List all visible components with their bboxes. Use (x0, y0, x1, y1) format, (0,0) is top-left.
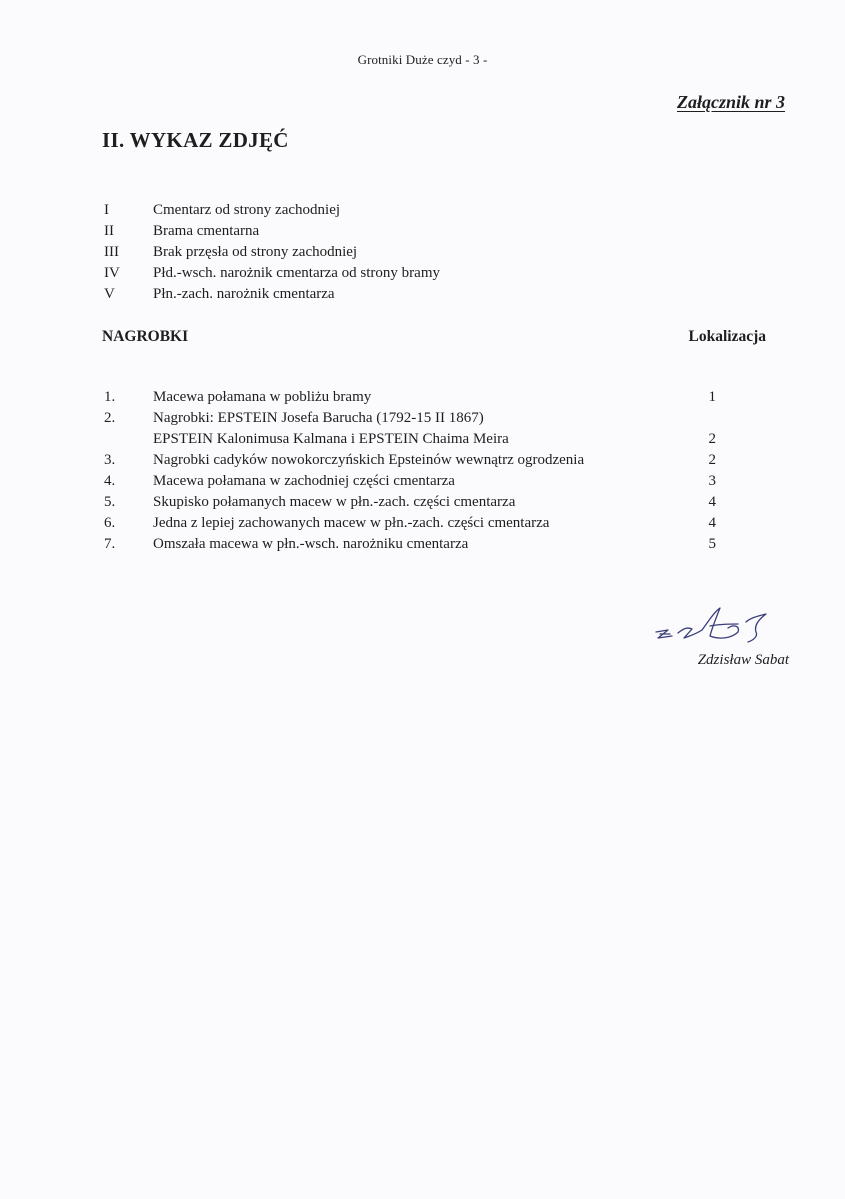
tomb-location: 4 (708, 515, 716, 531)
photo-description: Brak przęsła od strony zachodniej (153, 244, 358, 260)
tomb-number: 3. (104, 452, 116, 468)
tomb-location: 3 (708, 473, 716, 489)
tomb-location: 4 (708, 494, 716, 510)
tomb-location: 5 (708, 536, 716, 552)
list-item (104, 284, 440, 305)
table-row (104, 450, 716, 471)
tomb-description: Macewa połamana w pobliżu bramy (153, 389, 372, 405)
tomb-location: 2 (708, 431, 716, 447)
tomb-location: 1 (708, 389, 716, 405)
list-item (104, 221, 440, 242)
table-row (104, 513, 716, 534)
photo-description: Płd.-wsch. narożnik cmentarza od strony bramy (153, 265, 440, 281)
photo-number: V (104, 286, 115, 302)
tomb-number: 1. (104, 389, 116, 405)
section-title: II. WYKAZ ZDJĘĆ (102, 128, 289, 152)
photo-number: I (104, 202, 109, 218)
table-row (104, 429, 716, 450)
table-row (104, 408, 716, 429)
tomb-number: 4. (104, 473, 116, 489)
table-row (104, 492, 716, 513)
attachment-label: Załącznik nr 3 (676, 92, 785, 112)
table-row (104, 387, 716, 408)
photo-list (104, 200, 440, 305)
tomb-description: Jedna z lepiej zachowanych macew w płn.-zach. części cmentarza (153, 515, 550, 531)
photo-description: Brama cmentarna (153, 223, 260, 239)
photo-number: II (104, 223, 114, 239)
table-row (104, 471, 716, 492)
table-row (104, 534, 716, 555)
tomb-location: 2 (708, 452, 716, 468)
photo-number: III (104, 244, 119, 260)
tomb-number: 2. (104, 410, 116, 426)
tomb-description: Omszała macewa w płn.-wsch. narożniku cmentarza (153, 536, 469, 552)
location-heading: Lokalizacja (688, 328, 766, 345)
tombstones-list (104, 387, 716, 555)
tomb-description: Nagrobki cadyków nowokorczyńskich Epsteinów wewnątrz ogrodzenia (153, 452, 585, 468)
tomb-description: Skupisko połamanych macew w płn.-zach. części cmentarza (153, 494, 516, 510)
tomb-description: Macewa połamana w zachodniej części cmentarza (153, 473, 455, 489)
photo-description: Płn.-zach. narożnik cmentarza (153, 286, 335, 302)
tomb-description: Nagrobki: EPSTEIN Josefa Barucha (1792-15 II 1867) (153, 410, 484, 426)
list-item (104, 242, 440, 263)
photo-number: IV (104, 265, 120, 281)
list-item (104, 263, 440, 284)
list-item (104, 200, 440, 221)
running-header: Grotniki Duże czyd - 3 - (357, 52, 488, 67)
tomb-number: 5. (104, 494, 116, 510)
tomb-description: EPSTEIN Kalonimusa Kalmana i EPSTEIN Chaima Meira (153, 431, 509, 447)
tomb-number (104, 429, 153, 450)
signer-name: Zdzisław Sabat (697, 652, 789, 668)
tomb-number: 7. (104, 536, 116, 552)
tombstones-heading: NAGROBKI (102, 328, 189, 345)
tomb-number: 6. (104, 515, 116, 531)
handwritten-signature (650, 600, 780, 650)
tombstones-header (102, 328, 766, 346)
photo-description: Cmentarz od strony zachodniej (153, 202, 341, 218)
